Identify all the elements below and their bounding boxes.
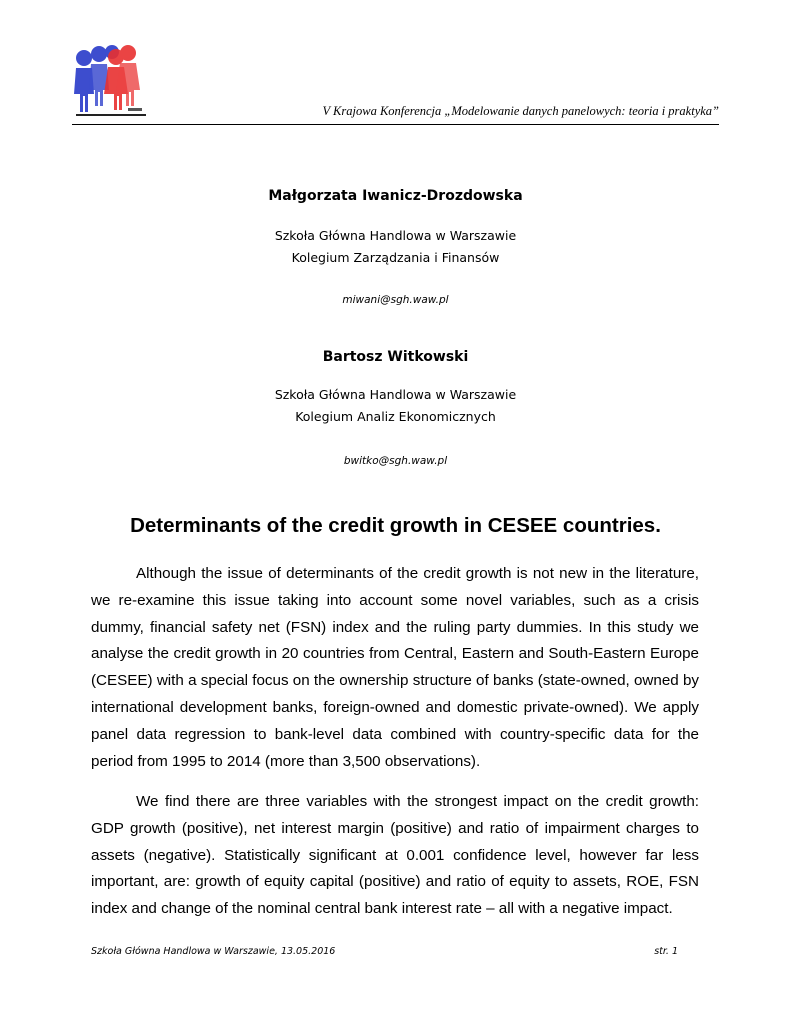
conference-logo-icon <box>72 44 150 120</box>
conference-header: V Krajowa Konferencja „Modelowanie danych panelowych: teoria i praktyka” <box>322 104 719 118</box>
abstract-paragraph-1: Although the issue of determinants of the credit growth is not new in the literature, we re-examine this issue taking into account some novel variables, such as a crisis dummy, financial safety net (FSN) index and the ruling party dummies. In this study we analyse the credit growth in 20 countries from Central, Eastern and South-Eastern Europe (CESEE) with a special focus on the ownership structure of banks (state-owned, owned by international development banks, foreign-owned and domestic private-owned). We apply panel data regression to bank-level data combined with country-specific data for the period from 1995 to 2014 (more than 3,500 observations). <box>91 565 699 770</box>
abstract-paragraph-2: We find there are three variables with the strongest impact on the credit growth: GDP growth (positive), net interest margin (positive) and ratio of impairment charges to assets (negative). Statistically significant at 0.001 confidence level, however far less important, are: growth of equity capital (positive) and ratio of equity to assets, ROE, FSN index and change of the nominal central bank interest rate – all with a negative impact. <box>91 793 699 918</box>
conference-logo <box>72 44 150 120</box>
author-2-email: bwitko@sgh.waw.pl <box>343 455 448 467</box>
author-1-email: miwani@sgh.waw.pl <box>342 294 449 306</box>
author-1-affiliation-school: Szkoła Główna Handlowa w Warszawie <box>274 228 517 243</box>
author-2-name: Bartosz Witkowski <box>322 349 469 365</box>
author-1-affiliation-college: Kolegium Zarządzania i Finansów <box>291 250 500 265</box>
header-divider <box>72 124 719 125</box>
author-2-affiliation-school: Szkoła Główna Handlowa w Warszawie <box>274 387 517 402</box>
footer-location-date: Szkoła Główna Handlowa w Warszawie, 13.05.2016 <box>91 946 336 957</box>
author-1-name: Małgorzata Iwanicz-Drozdowska <box>268 188 523 204</box>
author-2-affiliation-college: Kolegium Analiz Ekonomicznych <box>295 409 496 424</box>
paper-title: Determinants of the credit growth in CESEE countries. <box>130 514 661 537</box>
page-number: str. 1 <box>654 946 678 957</box>
